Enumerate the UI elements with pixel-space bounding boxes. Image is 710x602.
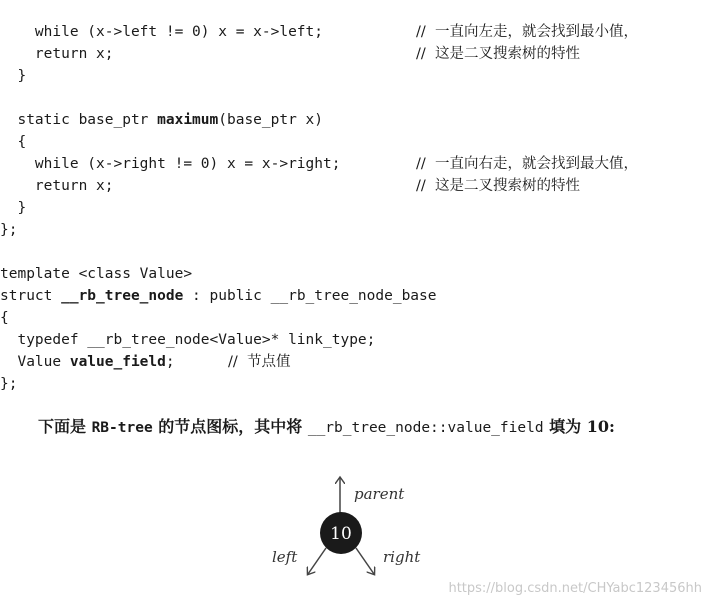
code-text: Value: [0, 354, 70, 370]
code-comment: // 一直向左走，就会找到最小值，: [416, 24, 638, 40]
code-struct-name: __rb_tree_node: [61, 288, 184, 304]
code-text: while (x->right != 0) x = x->right;: [0, 156, 341, 172]
watermark: https://blog.csdn.net/CHYabc123456hh: [448, 581, 702, 596]
code-keyword-maximum: maximum: [157, 112, 219, 128]
code-line: {: [0, 310, 9, 326]
code-line: template <class Value>: [0, 266, 193, 282]
left-label: left: [272, 548, 298, 566]
left-arrow: [308, 548, 326, 574]
code-line: }: [0, 68, 27, 84]
code-text: struct: [0, 288, 62, 304]
code-text: ;: [165, 354, 201, 370]
code-text: static base_ptr: [0, 112, 158, 128]
parent-label: parent: [354, 485, 405, 503]
caption-code-field: __rb_tree_node::value_field: [307, 420, 544, 436]
code-text: while (x->left != 0) x = x->left;: [0, 24, 324, 40]
caption-number: 10:: [586, 417, 615, 436]
node-value: 10: [330, 524, 352, 544]
code-comment: // 节点值: [228, 354, 291, 370]
caption-text: 的节点图标，其中将: [152, 417, 308, 436]
code-line: };: [0, 376, 18, 392]
caption-code-rbtree: RB-tree: [91, 420, 153, 436]
code-text: (base_ptr x): [218, 112, 324, 128]
code-line: {: [0, 134, 27, 150]
code-text: return x;: [0, 178, 114, 194]
code-comment: // 一直向右走，就会找到最大值，: [416, 156, 638, 172]
code-field-name: value_field: [69, 354, 166, 370]
caption-text: 下面是: [38, 417, 92, 436]
code-comment: // 这是二叉搜索树的特性: [416, 46, 580, 62]
right-label: right: [383, 548, 421, 566]
code-line: }: [0, 200, 27, 216]
code-line: typedef __rb_tree_node<Value>* link_type;: [0, 332, 376, 348]
code-line: };: [0, 222, 18, 238]
caption-text: 填为: [543, 417, 587, 436]
code-text: : public __rb_tree_node_base: [183, 288, 437, 304]
code-text: return x;: [0, 46, 114, 62]
code-comment: // 这是二叉搜索树的特性: [416, 178, 580, 194]
right-arrow: [356, 548, 374, 574]
